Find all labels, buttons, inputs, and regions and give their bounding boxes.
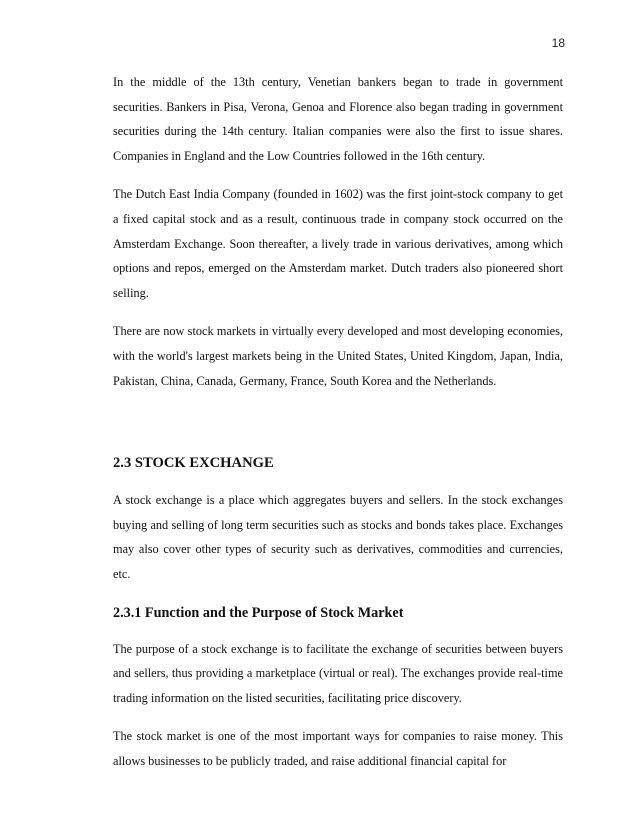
paragraph-raise-money: The stock market is one of the most important ways for companies to raise money. This allows businesses to be publicly traded, and raise additional financial capital for xyxy=(113,729,563,768)
paragraph-history-venice: In the middle of the 13th century, Venetian bankers began to trade in government securities. Bankers in Pisa, Verona, Genoa and Florence also began trading in government securities during the 14th century. Italian companies were also the first to issue shares. Companies in England and the Low Countries followed in the 16th century. xyxy=(113,75,563,163)
paragraph-world-markets: There are now stock markets in virtually every developed and most developing economies, with the world's largest markets being in the United States, United Kingdom, Japan, India, Pakistan, China, Canada, Germany, France, South Korea and the Netherlands. xyxy=(113,324,563,388)
subsection-heading: 2.3.1 Function and the Purpose of Stock Market xyxy=(113,604,404,621)
section-heading: 2.3 STOCK EXCHANGE xyxy=(113,455,274,472)
paragraph-dutch-east-india: The Dutch East India Company (founded in 1602) was the first joint-stock company to get a fixed capital stock and as a result, continuous trade in company stock occurred on the Amsterdam Exchange. Soon thereafter, a lively trade in various derivatives, among which options and repos, emerged on the Amsterdam market. Dutch traders also pioneered short selling. xyxy=(113,187,563,300)
paragraph-purpose: The purpose of a stock exchange is to facilitate the exchange of securities between buyers and sellers, thus providing a marketplace (virtual or real). The exchanges provide real-time trading information on the listed securities, facilitating price discovery. xyxy=(113,641,563,705)
section-spacer xyxy=(113,407,563,451)
paragraph-stock-exchange-definition: A stock exchange is a place which aggregates buyers and sellers. In the stock exchanges buying and selling of long term securities such as stocks and bonds takes place. Exchanges may also cover other types of security such as derivatives, commodities and currencies, etc. xyxy=(113,493,563,581)
page-content xyxy=(113,70,563,787)
page-number: 18 xyxy=(551,36,565,50)
